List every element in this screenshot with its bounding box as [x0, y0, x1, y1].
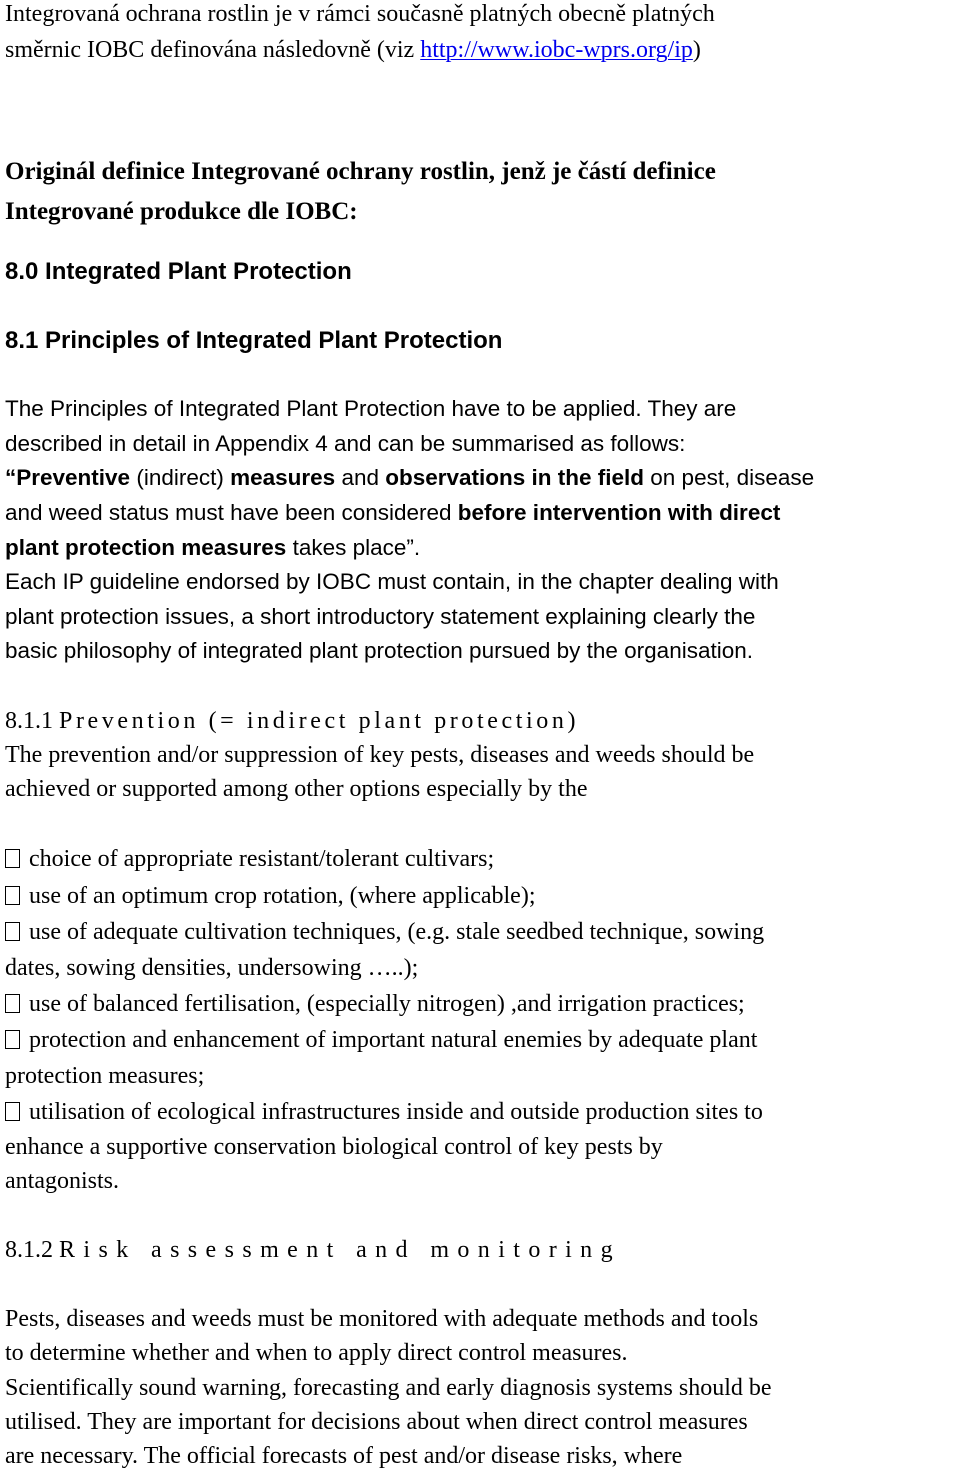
- text-observations: observations in the field: [385, 465, 645, 490]
- checkbox-bullet-icon: [5, 922, 20, 941]
- principles-line-5: [5, 537, 420, 560]
- intro-line-1: Integrovaná ochrana rostlin je v rámci současně platných obecně platných: [5, 1, 715, 27]
- section-number-8-1-1: 8.1.1: [5, 708, 59, 734]
- risk-line-3: Scientifically sound warning, forecasting and early diagnosis systems should be: [5, 1375, 772, 1401]
- each-ip-line-2: plant protection issues, a short introductory statement explaining clearly the: [5, 604, 756, 629]
- text-on-pest: on pest, disease: [644, 465, 815, 490]
- list-item: [5, 1028, 757, 1052]
- text-indirect: (indirect): [130, 465, 231, 490]
- heading-cz-line-2: Integrované produkce dle IOBC:: [5, 198, 358, 225]
- section-number-8-1-2: 8.1.2: [5, 1237, 59, 1263]
- list-item-continuation: dates, sowing densities, undersowing …..);: [5, 955, 419, 981]
- list-item-text: use of an optimum crop rotation, (where applicable);: [29, 883, 536, 909]
- intro-close-paren: ): [692, 37, 701, 63]
- checkbox-bullet-icon: [5, 1030, 20, 1049]
- checkbox-bullet-icon: [5, 1102, 20, 1121]
- prevention-line-1: The prevention and/or suppression of key pests, diseases and weeds should be: [5, 742, 755, 768]
- risk-line-1: Pests, diseases and weeds must be monitored with adequate methods and tools: [5, 1306, 759, 1332]
- list-item: [5, 920, 764, 944]
- checkbox-bullet-icon: [5, 994, 20, 1013]
- intro-text: směrnic IOBC definována následovně (viz: [5, 37, 421, 63]
- list-item-text: choice of appropriate resistant/tolerant cultivars;: [29, 846, 495, 872]
- each-ip-line-1: Each IP guideline endorsed by IOBC must contain, in the chapter dealing with: [5, 569, 779, 594]
- list-item-text: use of adequate cultivation techniques, (e.g. stale seedbed technique, sowing: [29, 919, 765, 945]
- checkbox-bullet-icon: [5, 886, 20, 905]
- section-title-risk: Risk assessment and monitoring: [59, 1237, 621, 1263]
- principles-line-4: [5, 502, 780, 525]
- principles-line-3: [5, 467, 814, 490]
- risk-line-4: utilised. They are important for decisions about when direct control measures: [5, 1409, 748, 1435]
- list-item-text: use of balanced fertilisation, (especially nitrogen) ,and irrigation practices;: [29, 991, 745, 1017]
- risk-line-5: are necessary. The official forecasts of pest and/or disease risks, where: [5, 1443, 683, 1469]
- list-item: [5, 1100, 763, 1124]
- text-measures: measures: [230, 465, 336, 490]
- list-item: [5, 992, 745, 1016]
- each-ip-line-3: basic philosophy of integrated plant protection pursued by the organisation.: [5, 638, 753, 663]
- list-item-text: utilisation of ecological infrastructures inside and outside production sites to: [29, 1099, 763, 1125]
- heading-8-1-1: [5, 709, 579, 733]
- checkbox-bullet-icon: [5, 849, 20, 868]
- iobc-link[interactable]: http://www.iobc-wprs.org/ip: [420, 37, 693, 63]
- intro-line-2: [5, 38, 701, 62]
- text-takes-place: takes place”.: [286, 535, 421, 560]
- heading-8-0: 8.0 Integrated Plant Protection: [5, 258, 352, 285]
- text-and: and: [335, 465, 386, 490]
- heading-8-1-2: [5, 1238, 621, 1262]
- list-item-continuation: enhance a supportive conservation biological control of key pests by: [5, 1134, 663, 1160]
- section-title-prevention: Prevention (= indirect plant protection): [59, 708, 580, 734]
- heading-8-1: 8.1 Principles of Integrated Plant Protection: [5, 327, 503, 354]
- principles-line-2: described in detail in Appendix 4 and can be summarised as follows:: [5, 431, 686, 456]
- list-item-text: protection and enhancement of important natural enemies by adequate plant: [29, 1027, 758, 1053]
- list-item: [5, 884, 536, 908]
- principles-line-1: The Principles of Integrated Plant Protection have to be applied. They are: [5, 396, 737, 421]
- risk-line-2: to determine whether and when to apply direct control measures.: [5, 1340, 628, 1366]
- text-weed-status: and weed status must have been considered: [5, 500, 458, 525]
- text-before-intervention: before intervention with direct: [457, 500, 781, 525]
- text-plant-protection-measures: plant protection measures: [5, 535, 287, 560]
- list-item: [5, 847, 494, 871]
- text-preventive: “Preventive: [5, 465, 131, 490]
- list-item-continuation: protection measures;: [5, 1063, 205, 1089]
- prevention-line-2: achieved or supported among other options especially by the: [5, 776, 588, 802]
- heading-cz-line-1: Originál definice Integrované ochrany rostlin, jenž je částí definice: [5, 158, 716, 185]
- list-item-continuation: antagonists.: [5, 1168, 119, 1194]
